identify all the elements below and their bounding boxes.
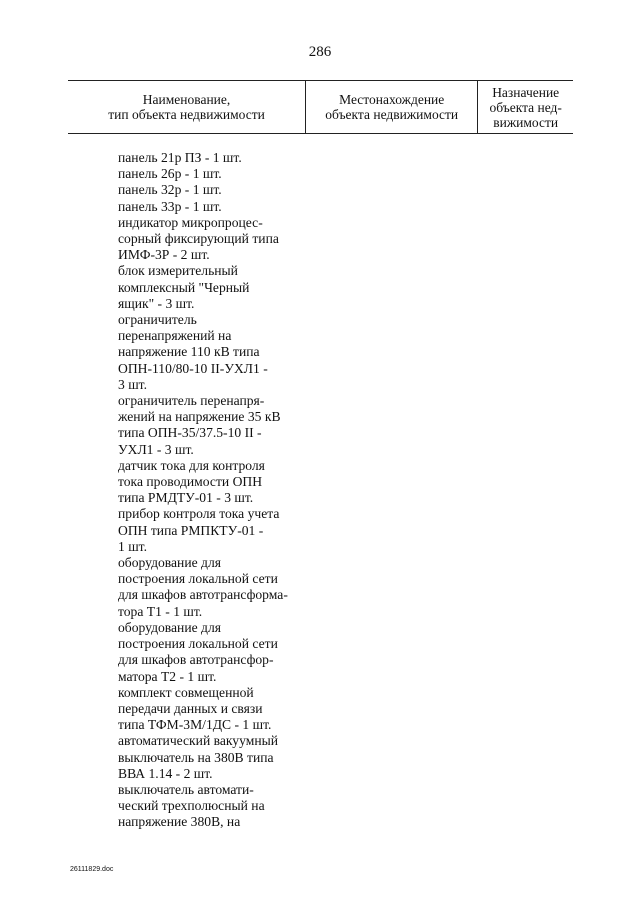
list-item: ОПН-110/80-10 II-УХЛ1 - xyxy=(118,360,268,376)
list-item: матора Т2 - 1 шт. xyxy=(118,668,217,684)
list-item: комплект совмещенной xyxy=(118,684,254,700)
list-item: для шкафов автотрансформа- xyxy=(118,587,288,603)
list-item: панель 21р ПЗ - 1 шт. xyxy=(118,150,242,165)
header-cell-location-label: Местонахождение объекта недвижимости xyxy=(325,92,459,122)
list-item: датчик тока для контроля xyxy=(118,457,265,473)
header-cell-location xyxy=(305,81,477,133)
list-item: сорный фиксирующий типа xyxy=(118,231,279,247)
list-item: ОПН типа РМПКТУ-01 - xyxy=(118,522,264,538)
list-item: ограничитель перенапря- xyxy=(118,393,265,409)
list-item: 1 шт. xyxy=(118,538,147,554)
list-item: напряжение 110 кВ типа xyxy=(118,344,260,360)
list-item: построения локальной сети xyxy=(118,636,278,652)
list-item: комплексный "Черный xyxy=(118,279,250,295)
list-item: типа ОПН-35/37.5-10 II - xyxy=(118,425,262,441)
list-item: панель 33р - 1 шт. xyxy=(118,198,222,214)
list-item: построения локальной сети xyxy=(118,571,278,587)
list-item: перенапряжений на xyxy=(118,328,232,344)
list-item: 3 шт. xyxy=(118,376,147,392)
list-item: индикатор микропроцес- xyxy=(118,214,263,230)
list-item: выключатель на 380В типа xyxy=(118,749,274,765)
list-item: ограничитель xyxy=(118,312,197,328)
list-item: оборудование для xyxy=(118,555,221,571)
list-item: жений на напряжение 35 кВ xyxy=(118,409,281,425)
list-item: прибор контроля тока учета xyxy=(118,506,280,522)
list-item: блок измерительный xyxy=(118,263,238,279)
header-cell-name-type-label: Наименование, тип объекта недвижимости xyxy=(108,92,265,122)
list-item: оборудование для xyxy=(118,619,221,635)
list-item: ящик" - 3 шт. xyxy=(118,295,195,311)
list-item: типа ТФМ-3М/1ДС - 1 шт. xyxy=(118,717,272,733)
list-item: типа РМДТУ-01 - 3 шт. xyxy=(118,490,254,506)
list-item: тора Т1 - 1 шт. xyxy=(118,603,203,619)
list-item: передачи данных и связи xyxy=(118,700,263,716)
header-cell-purpose xyxy=(477,81,573,133)
page-number: 286 xyxy=(308,44,332,60)
list-item: напряжение 380В, на xyxy=(118,814,241,830)
list-item: панель 26р - 1 шт. xyxy=(118,166,222,182)
list-item: ВВА 1.14 - 2 шт. xyxy=(118,765,213,781)
equipment-list xyxy=(118,150,318,831)
list-item: УХЛ1 - 3 шт. xyxy=(118,441,194,457)
header-cell-name-type xyxy=(68,81,305,133)
table-header xyxy=(68,80,573,134)
list-item: ИМФ-3Р - 2 шт. xyxy=(118,247,210,263)
header-cell-purpose-label: Назначение объекта нед- вижимости xyxy=(489,84,562,130)
list-item: панель 32р - 1 шт. xyxy=(118,182,222,198)
list-item: для шкафов автотрансфор- xyxy=(118,652,274,668)
list-item: ческий трехполюсный на xyxy=(118,798,265,814)
list-item: тока проводимости ОПН xyxy=(118,474,263,490)
list-item: автоматический вакуумный xyxy=(118,733,278,749)
footer-filename: 26111829.doc xyxy=(70,866,114,873)
list-item: выключатель автомати- xyxy=(118,781,254,797)
